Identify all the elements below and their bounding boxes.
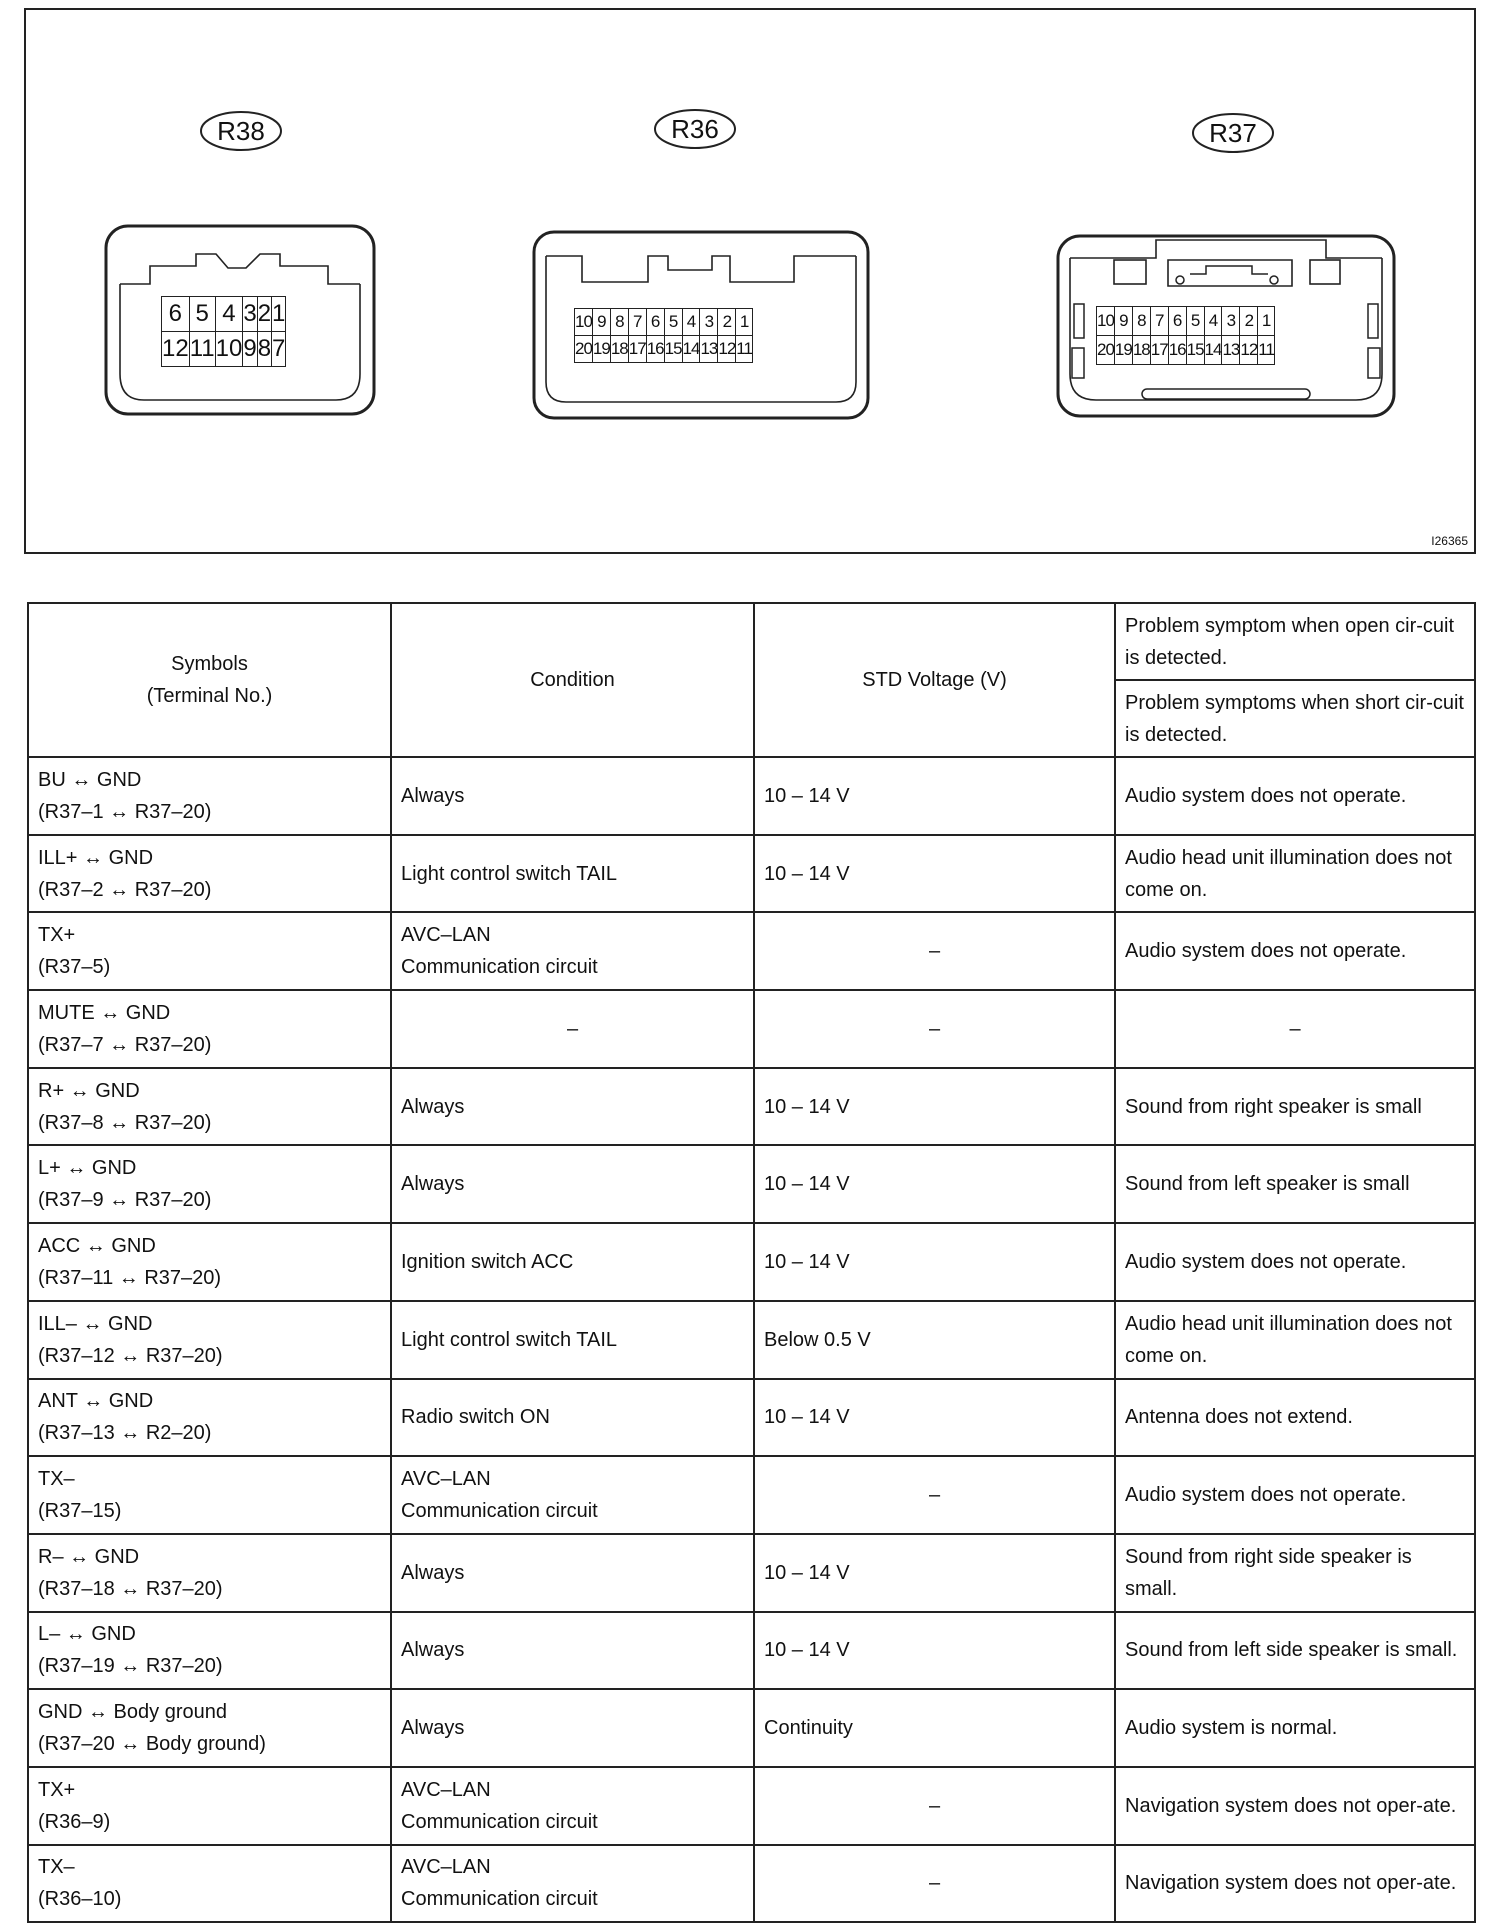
cell-problem-symptom: Audio system is normal. [1115, 1689, 1475, 1767]
symbol-text: L– ↔ GND [38, 1623, 136, 1646]
cell-problem-symptom: Audio system does not operate. [1115, 1223, 1475, 1301]
pin: 18 [610, 336, 628, 363]
cell-std-voltage: 10 – 14 V [754, 757, 1115, 835]
cell-std-voltage: 10 – 14 V [754, 1612, 1115, 1690]
pin: 1 [736, 309, 753, 336]
header-condition: Condition [391, 603, 754, 757]
symbol-text: R+ ↔ GND [38, 1079, 140, 1102]
terminal-text: (R37–9 ↔ R37–20) [38, 1189, 212, 1212]
cell-problem-symptom: Sound from right speaker is small [1115, 1068, 1475, 1146]
pin: 19 [1114, 336, 1132, 365]
cell-condition [391, 1534, 754, 1612]
table-row [28, 757, 1475, 835]
cell-symbol [28, 757, 391, 835]
cell-std-voltage: 10 – 14 V [754, 1534, 1115, 1612]
terminal-text: (R37–12 ↔ R37–20) [38, 1344, 223, 1367]
header-symbols-line2: (Terminal No.) [146, 685, 273, 707]
condition-text: Always [401, 784, 465, 807]
symbol-text: R– ↔ GND [38, 1545, 140, 1568]
pin: 5 [189, 297, 215, 332]
terminal-text: (R37–2 ↔ R37–20) [38, 878, 212, 901]
connector-diagram [24, 8, 1476, 554]
condition-text: Always [401, 1173, 465, 1196]
cell-problem-symptom: Navigation system does not oper-ate. [1115, 1845, 1475, 1923]
condition-text: Always [401, 1095, 465, 1118]
pin: 15 [1186, 336, 1204, 365]
symbol-text: ACC ↔ GND [38, 1234, 156, 1257]
pin: 14 [682, 336, 700, 363]
table-row [28, 1689, 1475, 1767]
terminal-text: (R37–8 ↔ R37–20) [38, 1111, 212, 1134]
cell-std-voltage: – [754, 1767, 1115, 1845]
cell-symbol [28, 1379, 391, 1457]
pin: 10 [215, 332, 243, 367]
symbol-text: L+ ↔ GND [38, 1157, 137, 1180]
condition-text: Always [401, 1639, 465, 1662]
table-row [28, 1612, 1475, 1690]
symbol-text: ILL– ↔ GND [38, 1312, 153, 1335]
condition-text: AVC–LAN [401, 924, 491, 947]
terminal-text: (R37–11 ↔ R37–20) [38, 1266, 222, 1289]
connector-r38-pins [161, 296, 286, 367]
header-symbols [28, 603, 391, 757]
table-row [28, 1068, 1475, 1146]
cell-condition [391, 1301, 754, 1379]
pin: 6 [162, 297, 190, 332]
cell-symbol [28, 912, 391, 990]
pin: 16 [1168, 336, 1186, 365]
table-row [28, 835, 1475, 913]
symbol-text: TX– [38, 1856, 75, 1879]
terminal-text: (R37–5) [38, 956, 111, 979]
symbol-text: TX+ [38, 1778, 76, 1801]
cell-problem-symptom: Audio system does not operate. [1115, 912, 1475, 990]
cell-symbol [28, 1456, 391, 1534]
condition-text: AVC–LAN [401, 1468, 491, 1491]
table-row [28, 1301, 1475, 1379]
cell-problem-symptom: Audio system does not operate. [1115, 757, 1475, 835]
terminal-text: (R36–9) [38, 1810, 111, 1833]
header-symbols-line1: Symbols [171, 653, 248, 675]
table-row [28, 1845, 1475, 1923]
cell-condition [391, 1223, 754, 1301]
pin: 15 [664, 336, 682, 363]
table-row [28, 1223, 1475, 1301]
symbol-text: ANT ↔ GND [38, 1390, 154, 1413]
cell-symbol [28, 1145, 391, 1223]
condition-text: Light control switch TAIL [401, 862, 618, 885]
pin: 20 [1097, 336, 1115, 365]
terminal-table-body [28, 757, 1475, 1922]
terminal-table [27, 602, 1476, 1923]
cell-symbol [28, 1689, 391, 1767]
condition-text: AVC–LAN [401, 1856, 491, 1879]
pin: 7 [272, 332, 286, 367]
table-row [28, 912, 1475, 990]
cell-condition [391, 1068, 754, 1146]
svg-text:R38: R38 [217, 116, 265, 146]
pin: 7 [1150, 307, 1168, 336]
cell-std-voltage: – [754, 1456, 1115, 1534]
cell-condition [391, 990, 754, 1068]
cell-std-voltage: Below 0.5 V [754, 1301, 1115, 1379]
pin: 12 [718, 336, 736, 363]
condition-text: Light control switch TAIL [401, 1328, 618, 1351]
pin: 3 [243, 297, 257, 332]
pin: 9 [592, 309, 610, 336]
symbol-text: GND ↔ Body ground [38, 1701, 227, 1724]
svg-text:R37: R37 [1209, 118, 1257, 148]
condition-text: Always [401, 1561, 465, 1584]
cell-problem-symptom: – [1115, 990, 1475, 1068]
pin: 4 [682, 309, 700, 336]
pin: 5 [1186, 307, 1204, 336]
pin: 10 [575, 309, 593, 336]
condition-text-2: Communication circuit [401, 956, 598, 979]
pin: 11 [736, 336, 753, 363]
terminal-text: (R37–20 ↔ Body ground) [38, 1733, 266, 1756]
header-short-symptom: Problem symptoms when short cir-cuit is detected. [1115, 680, 1475, 757]
cell-std-voltage: 10 – 14 V [754, 1068, 1115, 1146]
pin: 13 [1222, 336, 1240, 365]
cell-std-voltage: 10 – 14 V [754, 835, 1115, 913]
pin: 2 [257, 297, 271, 332]
pin: 2 [718, 309, 736, 336]
pin: 17 [628, 336, 646, 363]
cell-condition [391, 1845, 754, 1923]
terminal-text: (R37–19 ↔ R37–20) [38, 1655, 223, 1678]
pin: 9 [1114, 307, 1132, 336]
pin: 4 [1204, 307, 1222, 336]
symbol-text: MUTE ↔ GND [38, 1001, 171, 1024]
pin: 3 [700, 309, 718, 336]
pin: 6 [1168, 307, 1186, 336]
symbol-text: TX– [38, 1468, 75, 1491]
connector-tag-r38 [198, 108, 284, 154]
pin: 16 [646, 336, 664, 363]
pin: 18 [1132, 336, 1150, 365]
pin: 13 [700, 336, 718, 363]
condition-text-2: Communication circuit [401, 1500, 598, 1523]
condition-text-2: Communication circuit [401, 1888, 598, 1911]
symbol-text: BU ↔ GND [38, 768, 142, 791]
pin: 1 [1258, 307, 1275, 336]
cell-condition [391, 1145, 754, 1223]
table-row [28, 990, 1475, 1068]
pin: 8 [1132, 307, 1150, 336]
pin: 10 [1097, 307, 1115, 336]
cell-symbol [28, 1845, 391, 1923]
table-row [28, 1456, 1475, 1534]
pin: 9 [243, 332, 257, 367]
pin: 12 [162, 332, 190, 367]
cell-problem-symptom: Navigation system does not oper-ate. [1115, 1767, 1475, 1845]
pin: 1 [272, 297, 286, 332]
pin: 19 [592, 336, 610, 363]
pin: 8 [257, 332, 271, 367]
cell-condition [391, 1379, 754, 1457]
cell-std-voltage: 10 – 14 V [754, 1145, 1115, 1223]
cell-condition [391, 1767, 754, 1845]
cell-std-voltage: – [754, 1845, 1115, 1923]
pin: 17 [1150, 336, 1168, 365]
cell-symbol [28, 835, 391, 913]
cell-symbol [28, 990, 391, 1068]
pin: 14 [1204, 336, 1222, 365]
connector-tag-r37 [1190, 110, 1276, 156]
condition-text: – [566, 1017, 579, 1040]
cell-problem-symptom: Antenna does not extend. [1115, 1379, 1475, 1457]
condition-text: Always [401, 1717, 465, 1740]
cell-std-voltage: 10 – 14 V [754, 1379, 1115, 1457]
svg-text:R36: R36 [671, 114, 719, 144]
cell-problem-symptom: Audio head unit illumination does not come on. [1115, 1301, 1475, 1379]
cell-symbol [28, 1612, 391, 1690]
condition-text: Radio switch ON [401, 1406, 550, 1429]
cell-condition [391, 757, 754, 835]
cell-problem-symptom: Audio system does not operate. [1115, 1456, 1475, 1534]
pin: 4 [215, 297, 243, 332]
figure-id: I26365 [1431, 534, 1468, 548]
cell-std-voltage: – [754, 912, 1115, 990]
connector-r37-pins [1096, 306, 1275, 365]
table-row [28, 1145, 1475, 1223]
pin: 20 [575, 336, 593, 363]
connector-tag-r36 [652, 106, 738, 152]
terminal-text: (R37–7 ↔ R37–20) [38, 1033, 212, 1056]
terminal-text: (R36–10) [38, 1888, 122, 1911]
pin: 11 [1258, 336, 1275, 365]
terminal-text: (R37–1 ↔ R37–20) [38, 800, 212, 823]
connector-r36-pins [574, 308, 753, 363]
pin: 6 [646, 309, 664, 336]
cell-condition [391, 912, 754, 990]
pin: 8 [610, 309, 628, 336]
pin: 12 [1240, 336, 1258, 365]
cell-problem-symptom: Sound from right side speaker is small. [1115, 1534, 1475, 1612]
cell-symbol [28, 1767, 391, 1845]
cell-std-voltage: 10 – 14 V [754, 1223, 1115, 1301]
symbol-text: TX+ [38, 924, 76, 947]
cell-symbol [28, 1301, 391, 1379]
cell-condition [391, 835, 754, 913]
cell-symbol [28, 1068, 391, 1146]
condition-text-2: Communication circuit [401, 1810, 598, 1833]
table-row [28, 1379, 1475, 1457]
table-row [28, 1534, 1475, 1612]
table-row [28, 1767, 1475, 1845]
cell-condition [391, 1456, 754, 1534]
cell-condition [391, 1612, 754, 1690]
header-open-symptom: Problem symptom when open cir-cuit is detected. [1115, 603, 1475, 680]
pin: 2 [1240, 307, 1258, 336]
cell-symbol [28, 1534, 391, 1612]
terminal-text: (R37–18 ↔ R37–20) [38, 1577, 223, 1600]
cell-symbol [28, 1223, 391, 1301]
terminal-text: (R37–13 ↔ R2–20) [38, 1422, 212, 1445]
cell-std-voltage: Continuity [754, 1689, 1115, 1767]
pin: 3 [1222, 307, 1240, 336]
header-std-voltage: STD Voltage (V) [754, 603, 1115, 757]
cell-std-voltage: – [754, 990, 1115, 1068]
pin: 7 [628, 309, 646, 336]
condition-text: AVC–LAN [401, 1778, 491, 1801]
cell-problem-symptom: Sound from left side speaker is small. [1115, 1612, 1475, 1690]
pin: 11 [189, 332, 215, 367]
terminal-text: (R37–15) [38, 1500, 122, 1523]
cell-problem-symptom: Sound from left speaker is small [1115, 1145, 1475, 1223]
symbol-text: ILL+ ↔ GND [38, 846, 154, 869]
cell-condition [391, 1689, 754, 1767]
condition-text: Ignition switch ACC [401, 1250, 574, 1273]
cell-problem-symptom: Audio head unit illumination does not come on. [1115, 835, 1475, 913]
pin: 5 [664, 309, 682, 336]
